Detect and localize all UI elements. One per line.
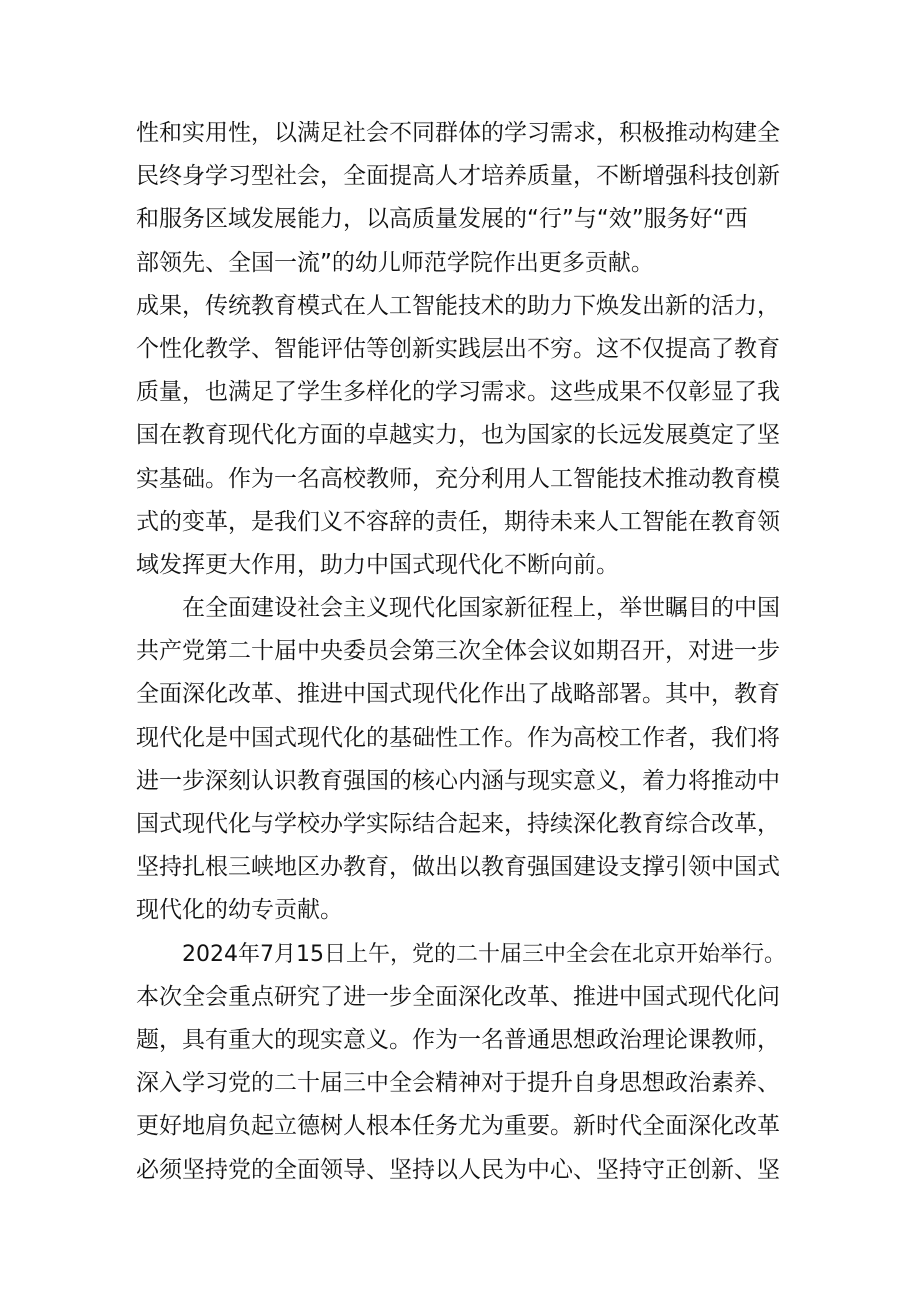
paragraph-line: 更好地肩负起立德树人根本任务尤为重要。新时代全面深化改革 xyxy=(136,1113,780,1140)
paragraph-line: 共产党第二十届中央委员会第三次全体会议如期召开，对进一步 xyxy=(136,638,780,665)
paragraph-line: 质量，也满足了学生多样化的学习需求。这些成果不仅彰显了我 xyxy=(136,379,780,406)
paragraph-line: 民终身学习型社会，全面提高人才培养质量，不断增强科技创新 xyxy=(136,163,780,190)
paragraph-line: 成果，传统教育模式在人工智能技术的助力下焕发出新的活力， xyxy=(136,292,780,319)
paragraph-line: 性和实用性，以满足社会不同群体的学习需求，积极推动构建全 xyxy=(136,120,780,146)
paragraph-line: 国式现代化与学校办学实际结合起来，持续深化教育综合改革， xyxy=(136,811,780,837)
paragraph-line: 现代化是中国式现代化的基础性工作。作为高校工作者，我们将 xyxy=(136,724,780,751)
paragraph xyxy=(136,933,786,1192)
paragraph-line: 必须坚持党的全面领导、坚持以人民为中心、坚持守正创新、坚 xyxy=(136,1156,780,1183)
paragraph-line: 式的变革，是我们义不容辞的责任，期待未来人工智能在教育领 xyxy=(136,508,780,535)
document-body xyxy=(136,112,786,1192)
paragraph-line: 全面深化改革、推进中国式现代化作出了战略部署。其中，教育 xyxy=(136,681,780,708)
paragraph-line: 进一步深刻认识教育强国的核心内涵与现实意义，着力将推动中 xyxy=(136,767,780,794)
paragraph-line: 和服务区域发展能力，以高质量发展的“行”与“效”服务好“西 xyxy=(136,206,748,233)
paragraph-line: 个性化教学、智能评估等创新实践层出不穷。这不仅提高了教育 xyxy=(136,335,780,362)
paragraph-line: 题，具有重大的现实意义。作为一名普通思想政治理论课教师， xyxy=(136,1026,780,1053)
paragraph-line: 深入学习党的二十届三中全会精神对于提升自身思想政治素养、 xyxy=(136,1070,780,1097)
paragraph-line: 2024年7月15日上午，党的二十届三中全会在北京开始举行。 xyxy=(182,941,786,967)
paragraph xyxy=(136,112,786,285)
paragraph xyxy=(136,285,786,587)
paragraph-line: 域发挥更大作用，助力中国式现代化不断向前。 xyxy=(136,551,619,578)
paragraph-line: 部领先、全国一流”的幼儿师范学院作出更多贡献。 xyxy=(136,249,654,276)
paragraph-line: 国在教育现代化方面的卓越实力，也为国家的长远发展奠定了坚 xyxy=(136,422,780,449)
paragraph-line: 在全面建设社会主义现代化国家新征程上，举世瞩目的中国 xyxy=(182,595,780,622)
paragraph-line: 实基础。作为一名高校教师，充分利用人工智能技术推动教育模 xyxy=(136,465,780,492)
paragraph-line: 坚持扎根三峡地区办教育，做出以教育强国建设支撑引领中国式 xyxy=(136,854,780,881)
paragraph xyxy=(136,587,786,933)
paragraph-line: 本次全会重点研究了进一步全面深化改革、推进中国式现代化问 xyxy=(136,983,780,1010)
paragraph-line: 现代化的幼专贡献。 xyxy=(136,897,343,924)
